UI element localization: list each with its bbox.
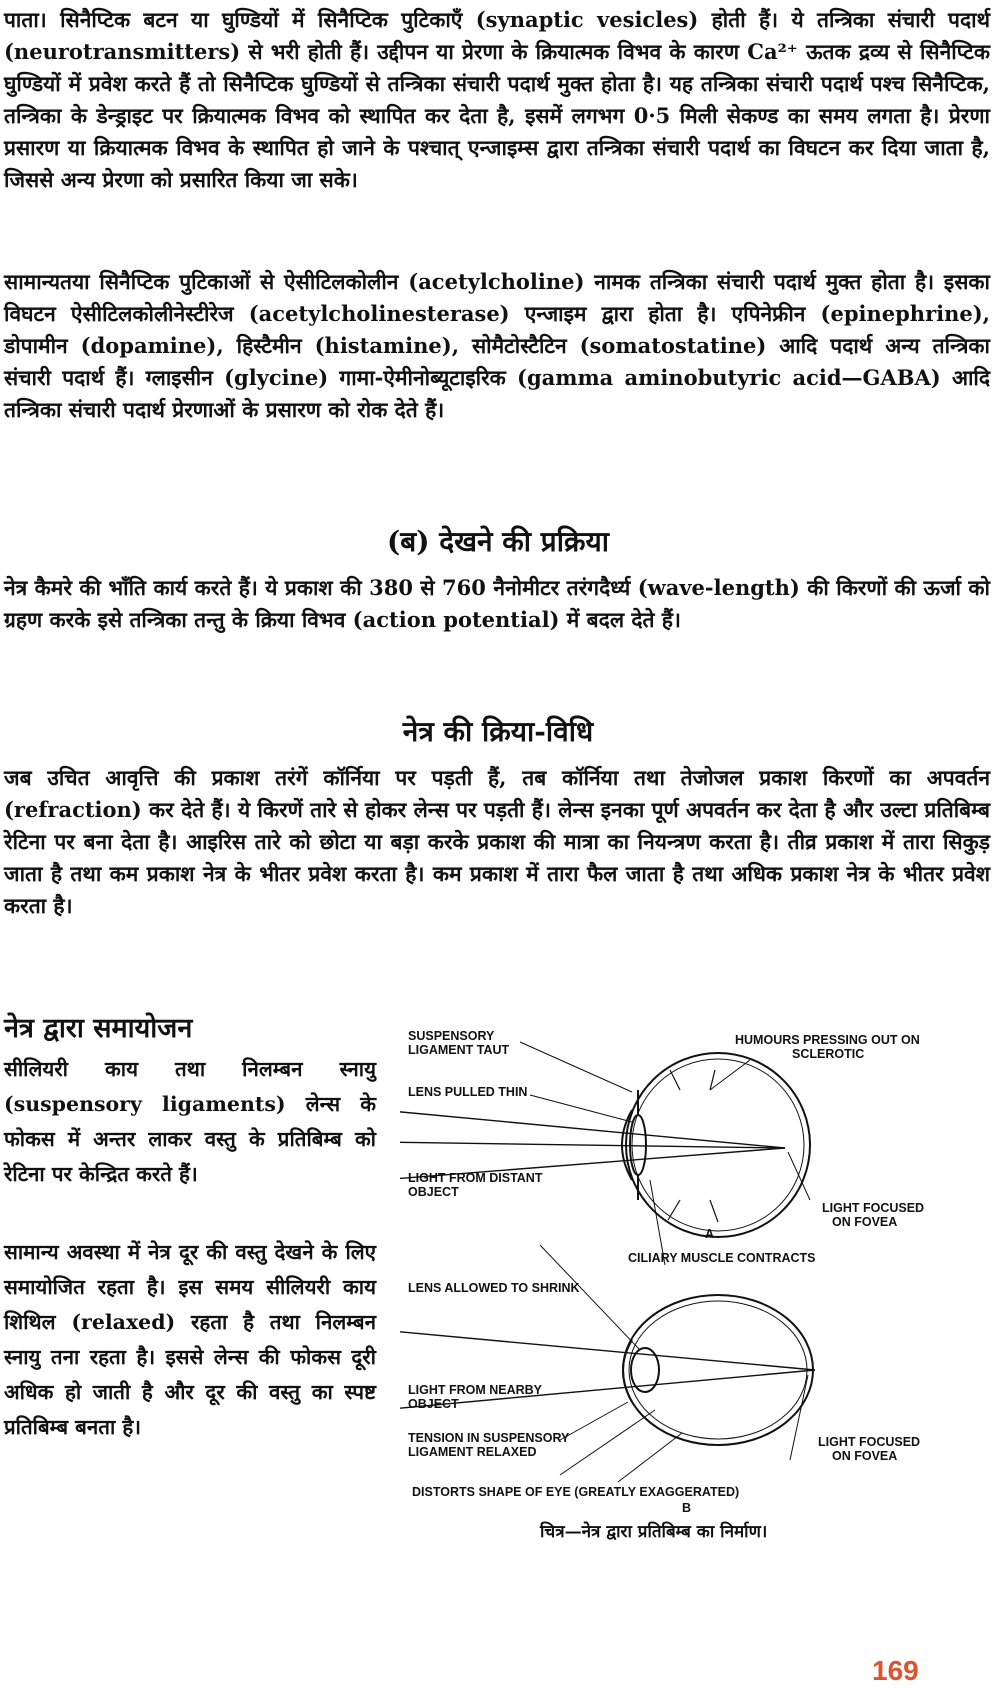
section-heading-eye-mechanism: नेत्र की क्रिया-विधि: [402, 715, 594, 748]
label-ciliary-contracts: CILIARY MUSCLE CONTRACTS: [628, 1251, 816, 1265]
figure-letter-a: A: [705, 1227, 715, 1241]
paragraph-eye-camera: नेत्र कैमरे की भाँति कार्य करते हैं। ये प्रकाश की 380 से 760 नैनोमीटर तरंगदैर्ध्य (wave-length) की किरणों की ऊर्जा को ग्रहण करके इसे तन्त्रिका तन्तु के क्रिया विभव (action potential) में बदल देते हैं।: [4, 575, 990, 632]
figure-letter-b: B: [682, 1501, 692, 1515]
label-lens-thin: LENS PULLED THIN: [408, 1085, 528, 1099]
eye-diagram: [400, 1030, 996, 1550]
label-tension: TENSION IN SUSPENSORY: [408, 1431, 570, 1445]
paragraph-eye-mechanism: जब उचित आवृत्ति की प्रकाश तरंगें कॉर्निया पर पड़ती हैं, तब कॉर्निया तथा तेजोजल प्रकाश किरणों का अपवर्तन (refraction) कर देते हैं। ये किरणें तारे से होकर लेन्स पर पड़ती हैं। लेन्स इनका पूर्ण अपवर्तन कर देता है और उल्टा प्रतिबिम्ब रेटिना पर बना देता है। आइरिस तारे को छोटा या बड़ा करके प्रकाश की मात्रा का नियन्त्रण करता है। तीव्र प्रकाश में तारा सिकुड़ जाता है तथा कम प्रकाश नेत्र के भीतर प्रवेश करता है। कम प्रकाश में तारा फैल जाता है तथा अधिक प्रकाश नेत्र के भीतर प्रवेश करता है।: [4, 765, 990, 918]
subheading-accommodation: नेत्र द्वारा समायोजन: [4, 1013, 193, 1044]
label-humours: HUMOURS PRESSING OUT ON: [735, 1033, 920, 1047]
paragraph-synapse: पाता। सिनैप्टिक बटन या घुण्डियों में सिनैप्टिक पुटिकाएँ (synaptic vesicles) होती हैं। ये तन्त्रिका संचारी पदार्थ (neurotransmitters) से भरी होती हैं। उद्दीपन या प्रेरणा के क्रियात्मक विभव के कारण Ca²⁺ ऊतक द्रव्य से सिनैप्टिक घुण्डियों में प्रवेश करते हैं तो सिनैप्टिक घुण्डियों से तन्त्रिका संचारी पदार्थ मुक्त होता है। यह तन्त्रिका संचारी पदार्थ पश्च सिनैप्टिक, तन्त्रिका के डेन्ड्राइट पर क्रियात्मक विभव को स्थापित कर देता है, इसमें लगभग 0·5 मिली सेकण्ड का समय लगता है। प्रेरणा प्रसारण या क्रियात्मक विभव के स्थापित हो जाने के पश्चात् एन्जाइम्स द्वारा तन्त्रिका संचारी पदार्थ का विघटन कर दिया जाता है, जिससे अन्य प्रेरणा को प्रसारित किया जा सके।: [4, 7, 990, 192]
label-light-fovea-b: LIGHT FOCUSED: [818, 1435, 921, 1449]
page-number: 169: [872, 1655, 919, 1686]
label-light-fovea-a-2: ON FOVEA: [832, 1215, 898, 1229]
paragraph-neurotransmitters: सामान्यतया सिनैप्टिक पुटिकाओं से ऐसीटिलकोलीन (acetylcholine) नामक तन्त्रिका संचारी पदार्थ मुक्त होता है। इसका विघटन ऐसीटिलकोलीनेस्टीरेज (acetylcholinesterase) एन्जाइम द्वारा होता है। एपिनेफ्रीन (epinephrine), डोपामीन (dopamine), हिस्टैमीन (histamine), सोमैटोस्टैटिन (somatostatine) आदि पदार्थ अन्य तन्त्रिका संचारी पदार्थ हैं। ग्लाइसीन (glycine) गामा-ऐमीनोब्यूटाइरिक (gamma aminobutyric acid—GABA) आदि तन्त्रिका संचारी पदार्थ प्रेरणाओं के प्रसारण को रोक देते हैं।: [4, 269, 990, 422]
label-light-nearby-2: OBJECT: [408, 1397, 459, 1411]
label-light-fovea-a: LIGHT FOCUSED: [822, 1201, 925, 1215]
section-heading-vision: (ब) देखने की प्रक्रिया: [387, 525, 609, 558]
label-suspensory-taut: SUSPENSORY: [408, 1030, 495, 1043]
figure-caption: चित्र—नेत्र द्वारा प्रतिबिम्ब का निर्माण।: [540, 1522, 768, 1542]
label-distorts: DISTORTS SHAPE OF EYE (GREATLY EXAGGERATED): [412, 1485, 740, 1499]
label-light-fovea-b-2: ON FOVEA: [832, 1449, 898, 1463]
label-suspensory-taut-2: LIGAMENT TAUT: [408, 1043, 510, 1057]
eye-accommodation-figure: [400, 1030, 996, 1550]
label-light-distant: LIGHT FROM DISTANT: [408, 1171, 543, 1185]
paragraph-normal-state: सामान्य अवस्था में नेत्र दूर की वस्तु देखने के लिए समायोजित रहता है। इस समय सीलियरी काय शिथिल (relaxed) रहता है तथा निलम्बन स्नायु तना रहता है। इससे लेन्स की फोकस दूरी अधिक हो जाती है और दूर की वस्तु का स्पष्ट प्रतिबिम्ब बनता है।: [4, 1240, 376, 1439]
paragraph-ciliary: सीलियरी काय तथा निलम्बन स्नायु (suspensory ligaments) लेन्स के फोकस में अन्तर लाकर वस्तु के प्रतिबिम्ब को रेटिना पर केन्द्रित करते हैं।: [4, 1057, 376, 1186]
label-light-distant-2: OBJECT: [408, 1185, 459, 1199]
eye-a-drawing: [400, 1042, 810, 1265]
label-light-nearby: LIGHT FROM NEARBY: [408, 1383, 543, 1397]
label-humours-2: SCLEROTIC: [792, 1047, 865, 1061]
label-tension-2: LIGAMENT RELAXED: [408, 1445, 537, 1459]
label-lens-shrink: LENS ALLOWED TO SHRINK: [408, 1281, 580, 1295]
